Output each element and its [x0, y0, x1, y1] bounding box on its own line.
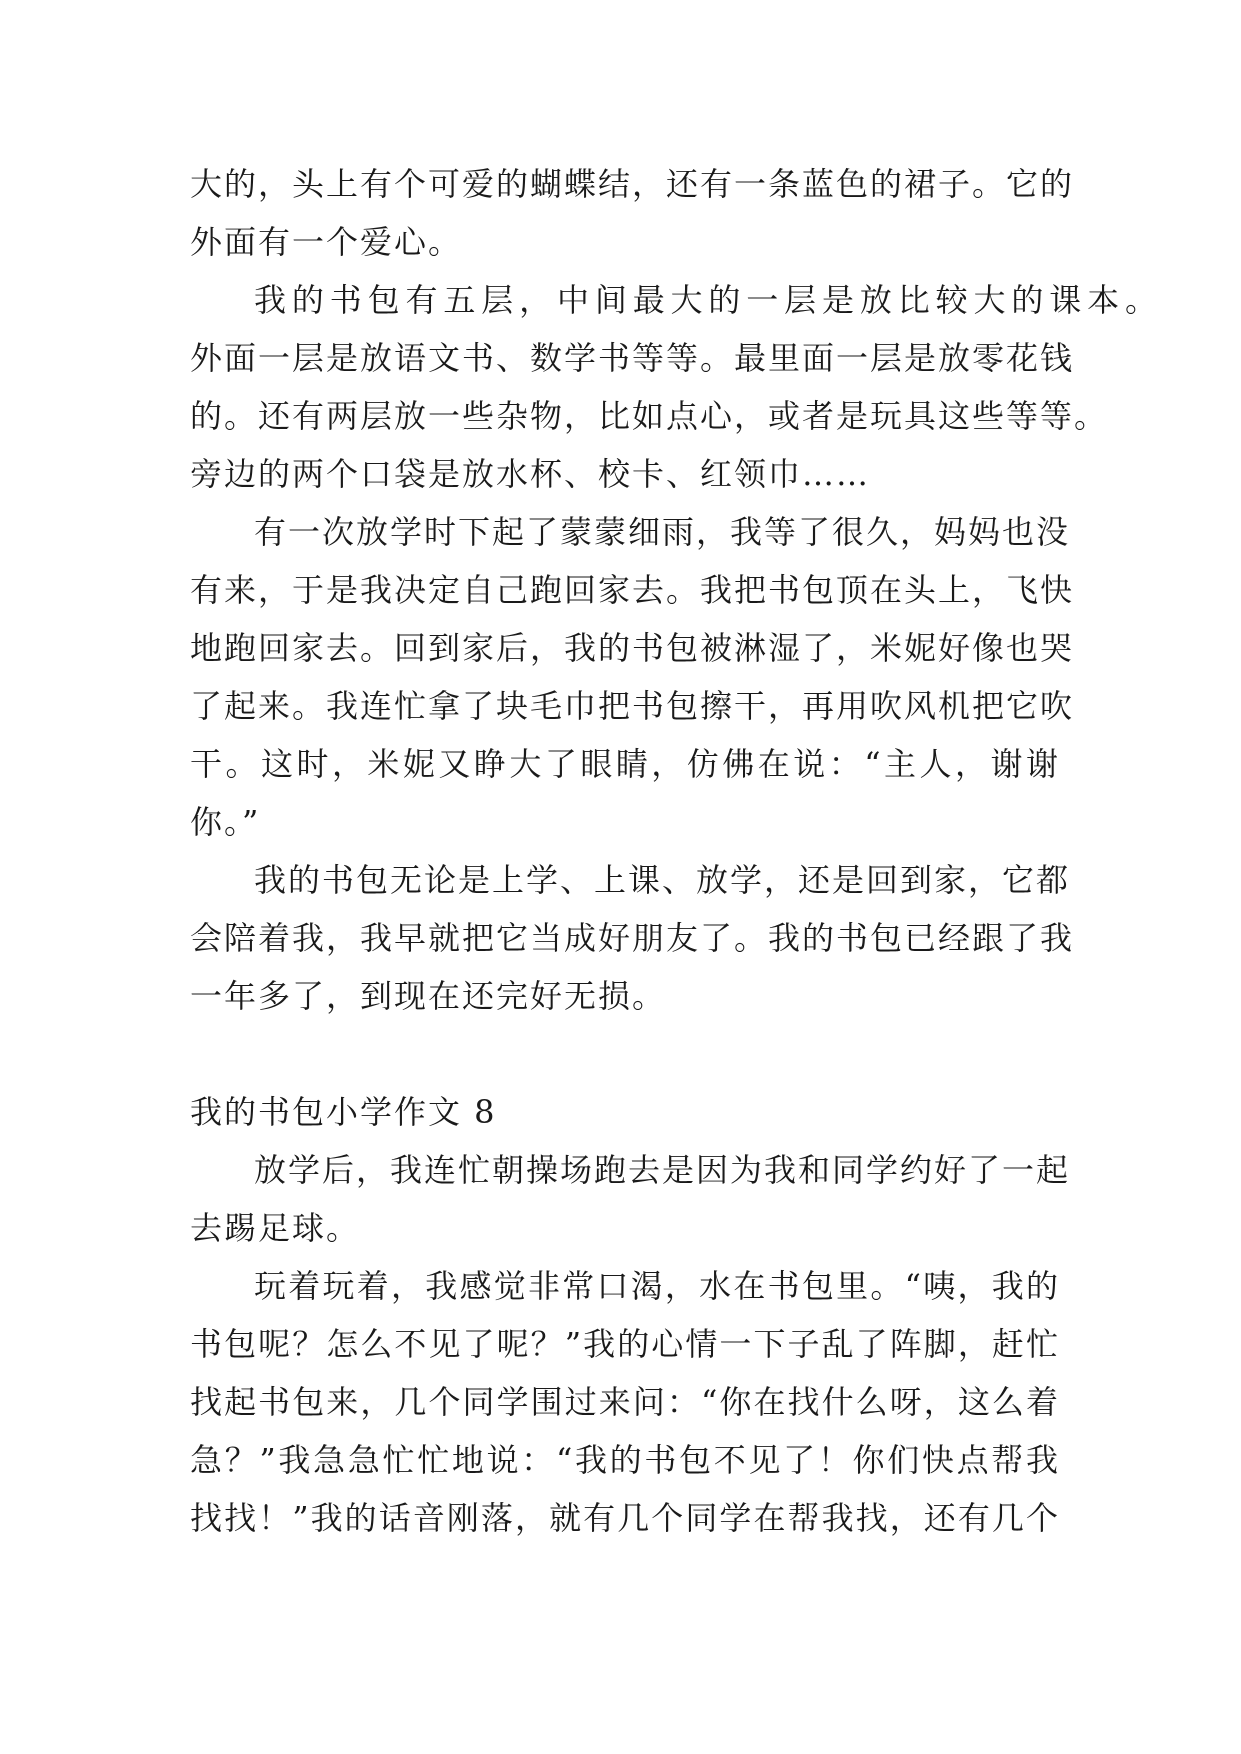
- paragraph: [190, 155, 1075, 271]
- text-line: 我的书包无论是上学、上课、放学，还是回到家，它都: [254, 861, 1071, 899]
- text-line: 我的书包有五层，中间最大的一层是放比较大的课本。: [254, 281, 1159, 319]
- text-line: 玩着玩着，我感觉非常口渴，水在书包里。“咦，我的: [254, 1267, 1060, 1305]
- paragraph: [190, 271, 1159, 503]
- text-line: 干。这时，米妮又睁大了眼睛，仿佛在说：“主人，谢谢: [190, 745, 1060, 783]
- text-line: 大的，头上有个可爱的蝴蝶结，还有一条蓝色的裙子。它的: [190, 165, 1075, 203]
- text-line: 有来，于是我决定自己跑回家去。我把书包顶在头上，飞快: [190, 571, 1075, 609]
- text-line: 一年多了，到现在还完好无损。: [190, 977, 667, 1015]
- paragraph: [190, 1141, 1071, 1257]
- document-page: [190, 155, 1159, 1547]
- essay-title: 我的书包小学作文 8: [190, 1093, 497, 1131]
- text-line: 的。还有两层放一些杂物，比如点心，或者是玩具这些等等。: [190, 397, 1109, 435]
- paragraph: [190, 851, 1075, 1025]
- text-line: 外面有一个爱心。: [190, 223, 463, 261]
- paragraph: [190, 1257, 1060, 1547]
- text-line: 急？”我急急忙忙地说：“我的书包不见了！你们快点帮我: [190, 1441, 1060, 1479]
- text-line: 你。”: [190, 803, 261, 841]
- text-line: 放学后，我连忙朝操场跑去是因为我和同学约好了一起: [254, 1151, 1071, 1189]
- text-line: 找找！”我的话音刚落，就有几个同学在帮我找，还有几个: [190, 1499, 1060, 1537]
- text-line: 找起书包来，几个同学围过来问：“你在找什么呀，这么着: [190, 1383, 1060, 1421]
- text-line: 书包呢？怎么不见了呢？”我的心情一下子乱了阵脚，赶忙: [190, 1325, 1060, 1363]
- text-line: 外面一层是放语文书、数学书等等。最里面一层是放零花钱: [190, 339, 1075, 377]
- section-spacer: [190, 1025, 1060, 1083]
- text-line: 有一次放学时下起了蒙蒙细雨，我等了很久，妈妈也没: [254, 513, 1071, 551]
- text-line: 了起来。我连忙拿了块毛巾把书包擦干，再用吹风机把它吹: [190, 687, 1075, 725]
- text-line: 地跑回家去。回到家后，我的书包被淋湿了，米妮好像也哭: [190, 629, 1075, 667]
- text-line: 去踢足球。: [190, 1209, 361, 1247]
- text-line: 会陪着我，我早就把它当成好朋友了。我的书包已经跟了我: [190, 919, 1075, 957]
- paragraph: [190, 503, 1075, 851]
- text-line: 旁边的两个口袋是放水杯、校卡、红领巾……: [190, 455, 871, 493]
